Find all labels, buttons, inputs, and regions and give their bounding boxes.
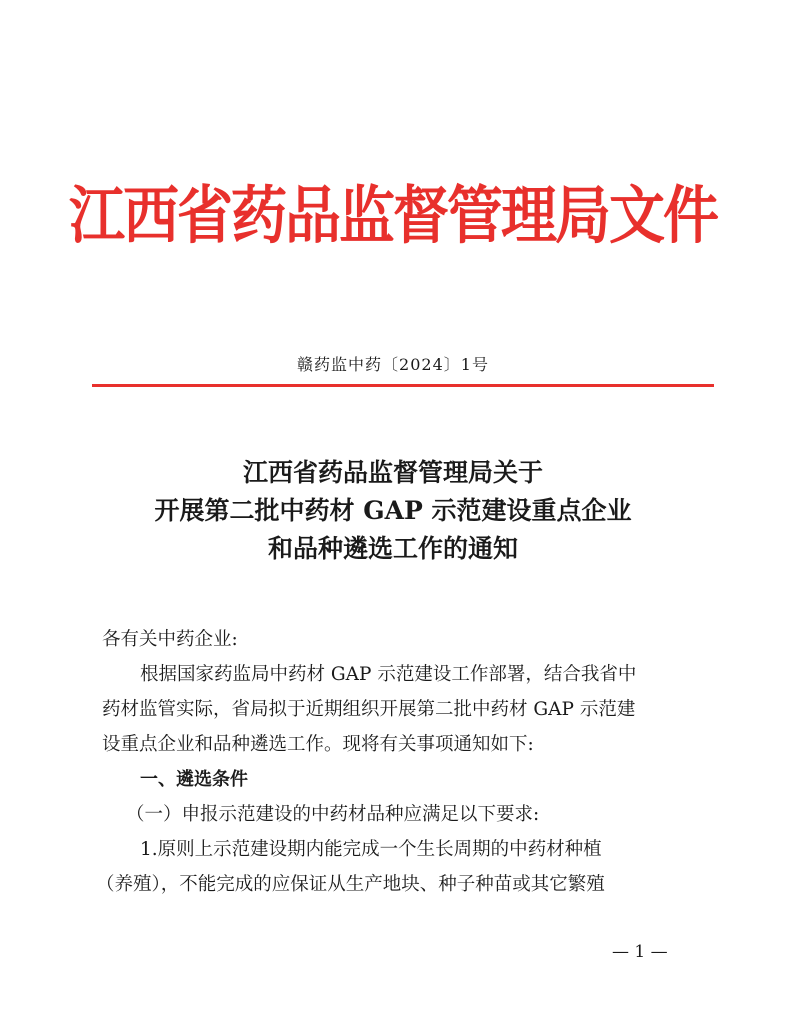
paragraph-1-line-3: 设重点企业和品种遴选工作。现将有关事项通知如下: <box>102 734 534 755</box>
salutation: 各有关中药企业: <box>102 629 238 650</box>
red-separator-line <box>92 384 714 387</box>
subsection-1-heading: （一）申报示范建设的中药材品种应满足以下要求: <box>126 804 540 825</box>
page-number: — 1 — <box>612 942 668 962</box>
paragraph-1-line-2: 药材监管实际，省局拟于近期组织开展第二批中药材 GAP 示范建 <box>102 699 636 720</box>
notice-title <box>0 454 786 568</box>
document-number: 赣药监中药〔2024〕1号 <box>297 355 489 374</box>
masthead-title: 江西省药品监督管理局文件 <box>69 180 717 253</box>
title-line-2: 开展第二批中药材 GAP 示范建设重点企业 <box>154 496 632 525</box>
item-1-line-1: 1.原则上示范建设期内能完成一个生长周期的中药材种植 <box>140 839 602 860</box>
paragraph-1-line-1: 根据国家药监局中药材 GAP 示范建设工作部署，结合我省中 <box>140 664 637 685</box>
title-line-3: 和品种遴选工作的通知 <box>267 534 518 563</box>
section-1-heading: 一、遴选条件 <box>140 769 248 790</box>
item-1-line-2: （养殖），不能完成的应保证从生产地块、种子种苗或其它繁殖 <box>96 874 605 895</box>
title-line-1: 江西省药品监督管理局关于 <box>242 458 543 487</box>
